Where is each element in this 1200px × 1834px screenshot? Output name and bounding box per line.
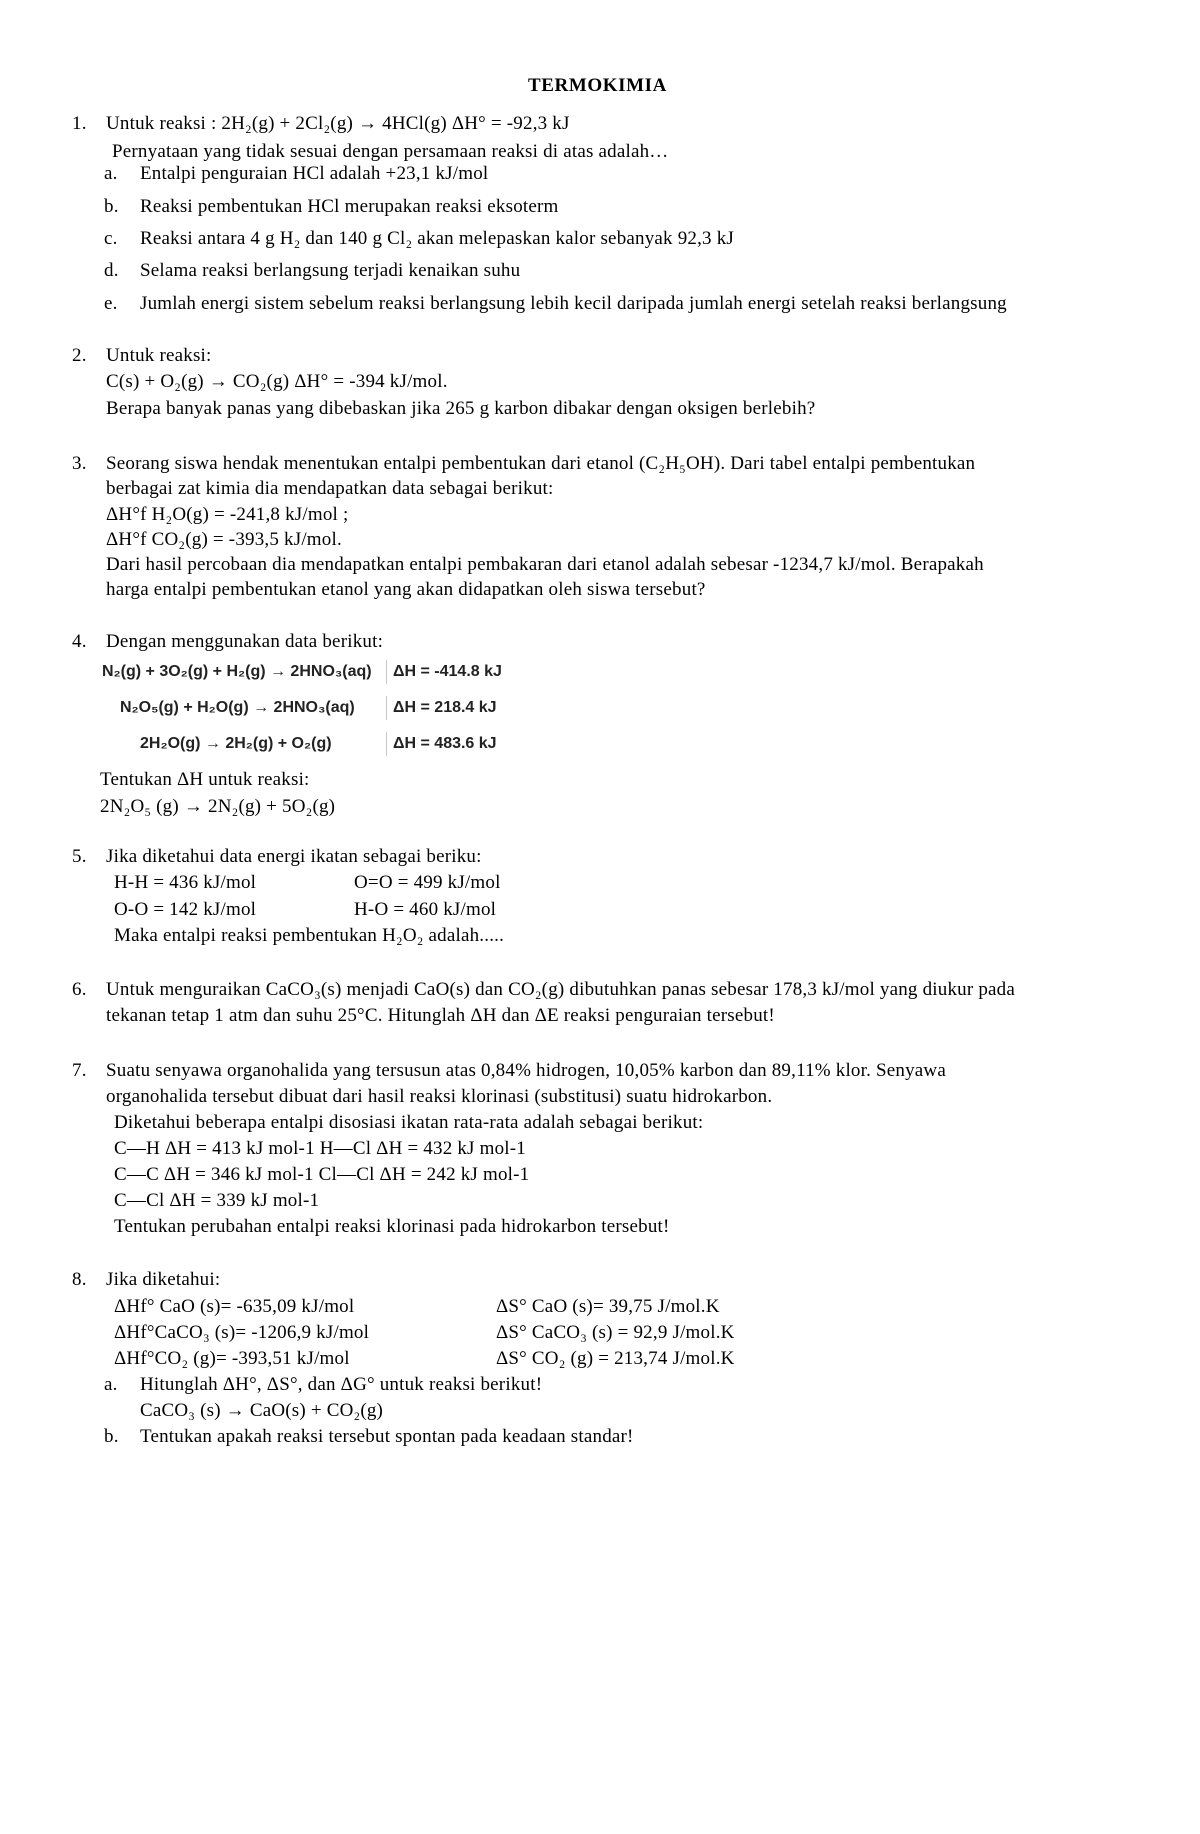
- q1-prompt: Pernyataan yang tidak sesuai dengan persamaan reaksi di atas adalah…: [112, 141, 669, 162]
- q3-number: 3.: [72, 453, 87, 474]
- q8-enthalpy-value: ΔHf°CO₂ (g)= -393,51 kJ/mol: [114, 1348, 350, 1369]
- q7-given: C—H ΔH = 413 kJ mol-1 H—Cl ΔH = 432 kJ mol-1: [114, 1138, 526, 1159]
- q8-entropy-value: ΔS° CO₂ (g) = 213,74 J/mol.K: [496, 1348, 735, 1369]
- q3-line: Seorang siswa hendak menentukan entalpi pembentukan dari etanol (C₂H₅OH). Dari tabel entalpi pembentukan: [106, 453, 976, 474]
- q8-part-b-text: Tentukan apakah reaksi tersebut spontan pada keadaan standar!: [140, 1426, 634, 1447]
- q4-table-divider: [386, 732, 387, 756]
- q8-entropy-value: ΔS° CaCO₃ (s) = 92,9 J/mol.K: [496, 1322, 735, 1343]
- q2-number: 2.: [72, 345, 87, 366]
- q5-bond-energy: O-O = 142 kJ/mol: [114, 899, 257, 920]
- q8-part-a-reaction: CaCO₃ (s) → CaO(s) + CO₂(g): [140, 1400, 384, 1421]
- q4-reaction-dh: ΔH = 483.6 kJ: [393, 735, 497, 752]
- q4-reaction-equation: 2H₂O(g) → 2H₂(g) + O₂(g): [140, 735, 332, 752]
- q3-line: berbagai zat kimia dia mendapatkan data sebagai berikut:: [106, 478, 554, 499]
- q7-number: 7.: [72, 1060, 87, 1081]
- q4-table-divider: [386, 696, 387, 720]
- q1-option-letter: b.: [104, 196, 119, 217]
- q1-option-letter: a.: [104, 163, 118, 184]
- q1-option-letter: d.: [104, 260, 119, 281]
- q8-enthalpy-value: ΔHf° CaO (s)= -635,09 kJ/mol: [114, 1296, 355, 1317]
- q1-option-text: Entalpi penguraian HCl adalah +23,1 kJ/mol: [140, 163, 489, 184]
- q4-reaction-dh: ΔH = -414.8 kJ: [393, 663, 502, 680]
- page-title: TERMOKIMIA: [528, 75, 667, 96]
- q5-number: 5.: [72, 846, 87, 867]
- q4-table-divider: [386, 660, 387, 684]
- q4-reaction-equation: N₂O₅(g) + H₂O(g) → 2HNO₃(aq): [120, 699, 355, 716]
- q1-option-text: Reaksi antara 4 g H₂ dan 140 g Cl₂ akan melepaskan kalor sebanyak 92,3 kJ: [140, 228, 734, 249]
- q4-target-reaction: 2N₂O₅ (g) → 2N₂(g) + 5O₂(g): [100, 796, 336, 817]
- q6-line: tekanan tetap 1 atm dan suhu 25°C. Hitunglah ΔH dan ΔE reaksi penguraian tersebut!: [106, 1005, 775, 1026]
- q7-given: Tentukan perubahan entalpi reaksi klorinasi pada hidrokarbon tersebut!: [114, 1216, 670, 1237]
- q2-line: Untuk reaksi:: [106, 345, 212, 366]
- q8-intro: Jika diketahui:: [106, 1269, 221, 1290]
- q7-given: C—C ΔH = 346 kJ mol-1 Cl—Cl ΔH = 242 kJ mol-1: [114, 1164, 530, 1185]
- q3-line: ΔH°f H₂O(g) = -241,8 kJ/mol ;: [106, 504, 349, 525]
- q4-reaction-equation: N₂(g) + 3O₂(g) + H₂(g) → 2HNO₃(aq): [102, 663, 372, 680]
- q8-number: 8.: [72, 1269, 87, 1290]
- q1-option-text: Jumlah energi sistem sebelum reaksi berlangsung lebih kecil daripada jumlah energi setelah reaksi berlangsung: [140, 293, 1007, 314]
- q1-option-letter: e.: [104, 293, 118, 314]
- q8-part-letter: b.: [104, 1426, 119, 1447]
- q1-option-text: Selama reaksi berlangsung terjadi kenaikan suhu: [140, 260, 521, 281]
- q2-line: C(s) + O₂(g) → CO₂(g) ΔH° = -394 kJ/mol.: [106, 371, 448, 392]
- q5-bond-energy: H-O = 460 kJ/mol: [354, 899, 497, 920]
- q1-option-text: Reaksi pembentukan HCl merupakan reaksi eksoterm: [140, 196, 559, 217]
- q3-line: ΔH°f CO₂(g) = -393,5 kJ/mol.: [106, 529, 342, 550]
- q2-line: Berapa banyak panas yang dibebaskan jika 265 g karbon dibakar dengan oksigen berlebih?: [106, 398, 816, 419]
- q7-given: Diketahui beberapa entalpi disosiasi ikatan rata-rata adalah sebagai berikut:: [114, 1112, 704, 1133]
- q5-intro: Jika diketahui data energi ikatan sebagai beriku:: [106, 846, 482, 867]
- q7-line: Suatu senyawa organohalida yang tersusun atas 0,84% hidrogen, 10,05% karbon dan 89,11% klor. Senyawa: [106, 1060, 946, 1081]
- q4-number: 4.: [72, 631, 87, 652]
- q4-intro: Dengan menggunakan data berikut:: [106, 631, 384, 652]
- q1-number: 1.: [72, 113, 87, 134]
- q3-line: Dari hasil percobaan dia mendapatkan entalpi pembakaran dari etanol adalah sebesar -1234,7 kJ/mol. Berapakah: [106, 554, 984, 575]
- q6-line: Untuk menguraikan CaCO₃(s) menjadi CaO(s) dan CO₂(g) dibutuhkan panas sebesar 178,3 kJ/mol yang diukur pada: [106, 979, 1015, 1000]
- q7-line: organohalida tersebut dibuat dari hasil reaksi klorinasi (substitusi) suatu hidrokarbon.: [106, 1086, 773, 1107]
- q1-stem: Untuk reaksi : 2H₂(g) + 2Cl₂(g) → 4HCl(g) ΔH° = -92,3 kJ: [106, 113, 570, 134]
- q4-task: Tentukan ΔH untuk reaksi:: [100, 769, 310, 790]
- q5-question: Maka entalpi reaksi pembentukan H₂O₂ adalah.....: [114, 925, 505, 946]
- q3-line: harga entalpi pembentukan etanol yang akan didapatkan oleh siswa tersebut?: [106, 579, 706, 600]
- q4-reaction-dh: ΔH = 218.4 kJ: [393, 699, 497, 716]
- q6-number: 6.: [72, 979, 87, 1000]
- q5-bond-energy: H-H = 436 kJ/mol: [114, 872, 257, 893]
- q8-part-a-text: Hitunglah ΔH°, ΔS°, dan ΔG° untuk reaksi berikut!: [140, 1374, 543, 1395]
- q7-given: C—Cl ΔH = 339 kJ mol-1: [114, 1190, 320, 1211]
- q8-enthalpy-value: ΔHf°CaCO₃ (s)= -1206,9 kJ/mol: [114, 1322, 370, 1343]
- q8-part-letter: a.: [104, 1374, 118, 1395]
- q1-option-letter: c.: [104, 228, 118, 249]
- q5-bond-energy: O=O = 499 kJ/mol: [354, 872, 501, 893]
- q8-entropy-value: ΔS° CaO (s)= 39,75 J/mol.K: [496, 1296, 720, 1317]
